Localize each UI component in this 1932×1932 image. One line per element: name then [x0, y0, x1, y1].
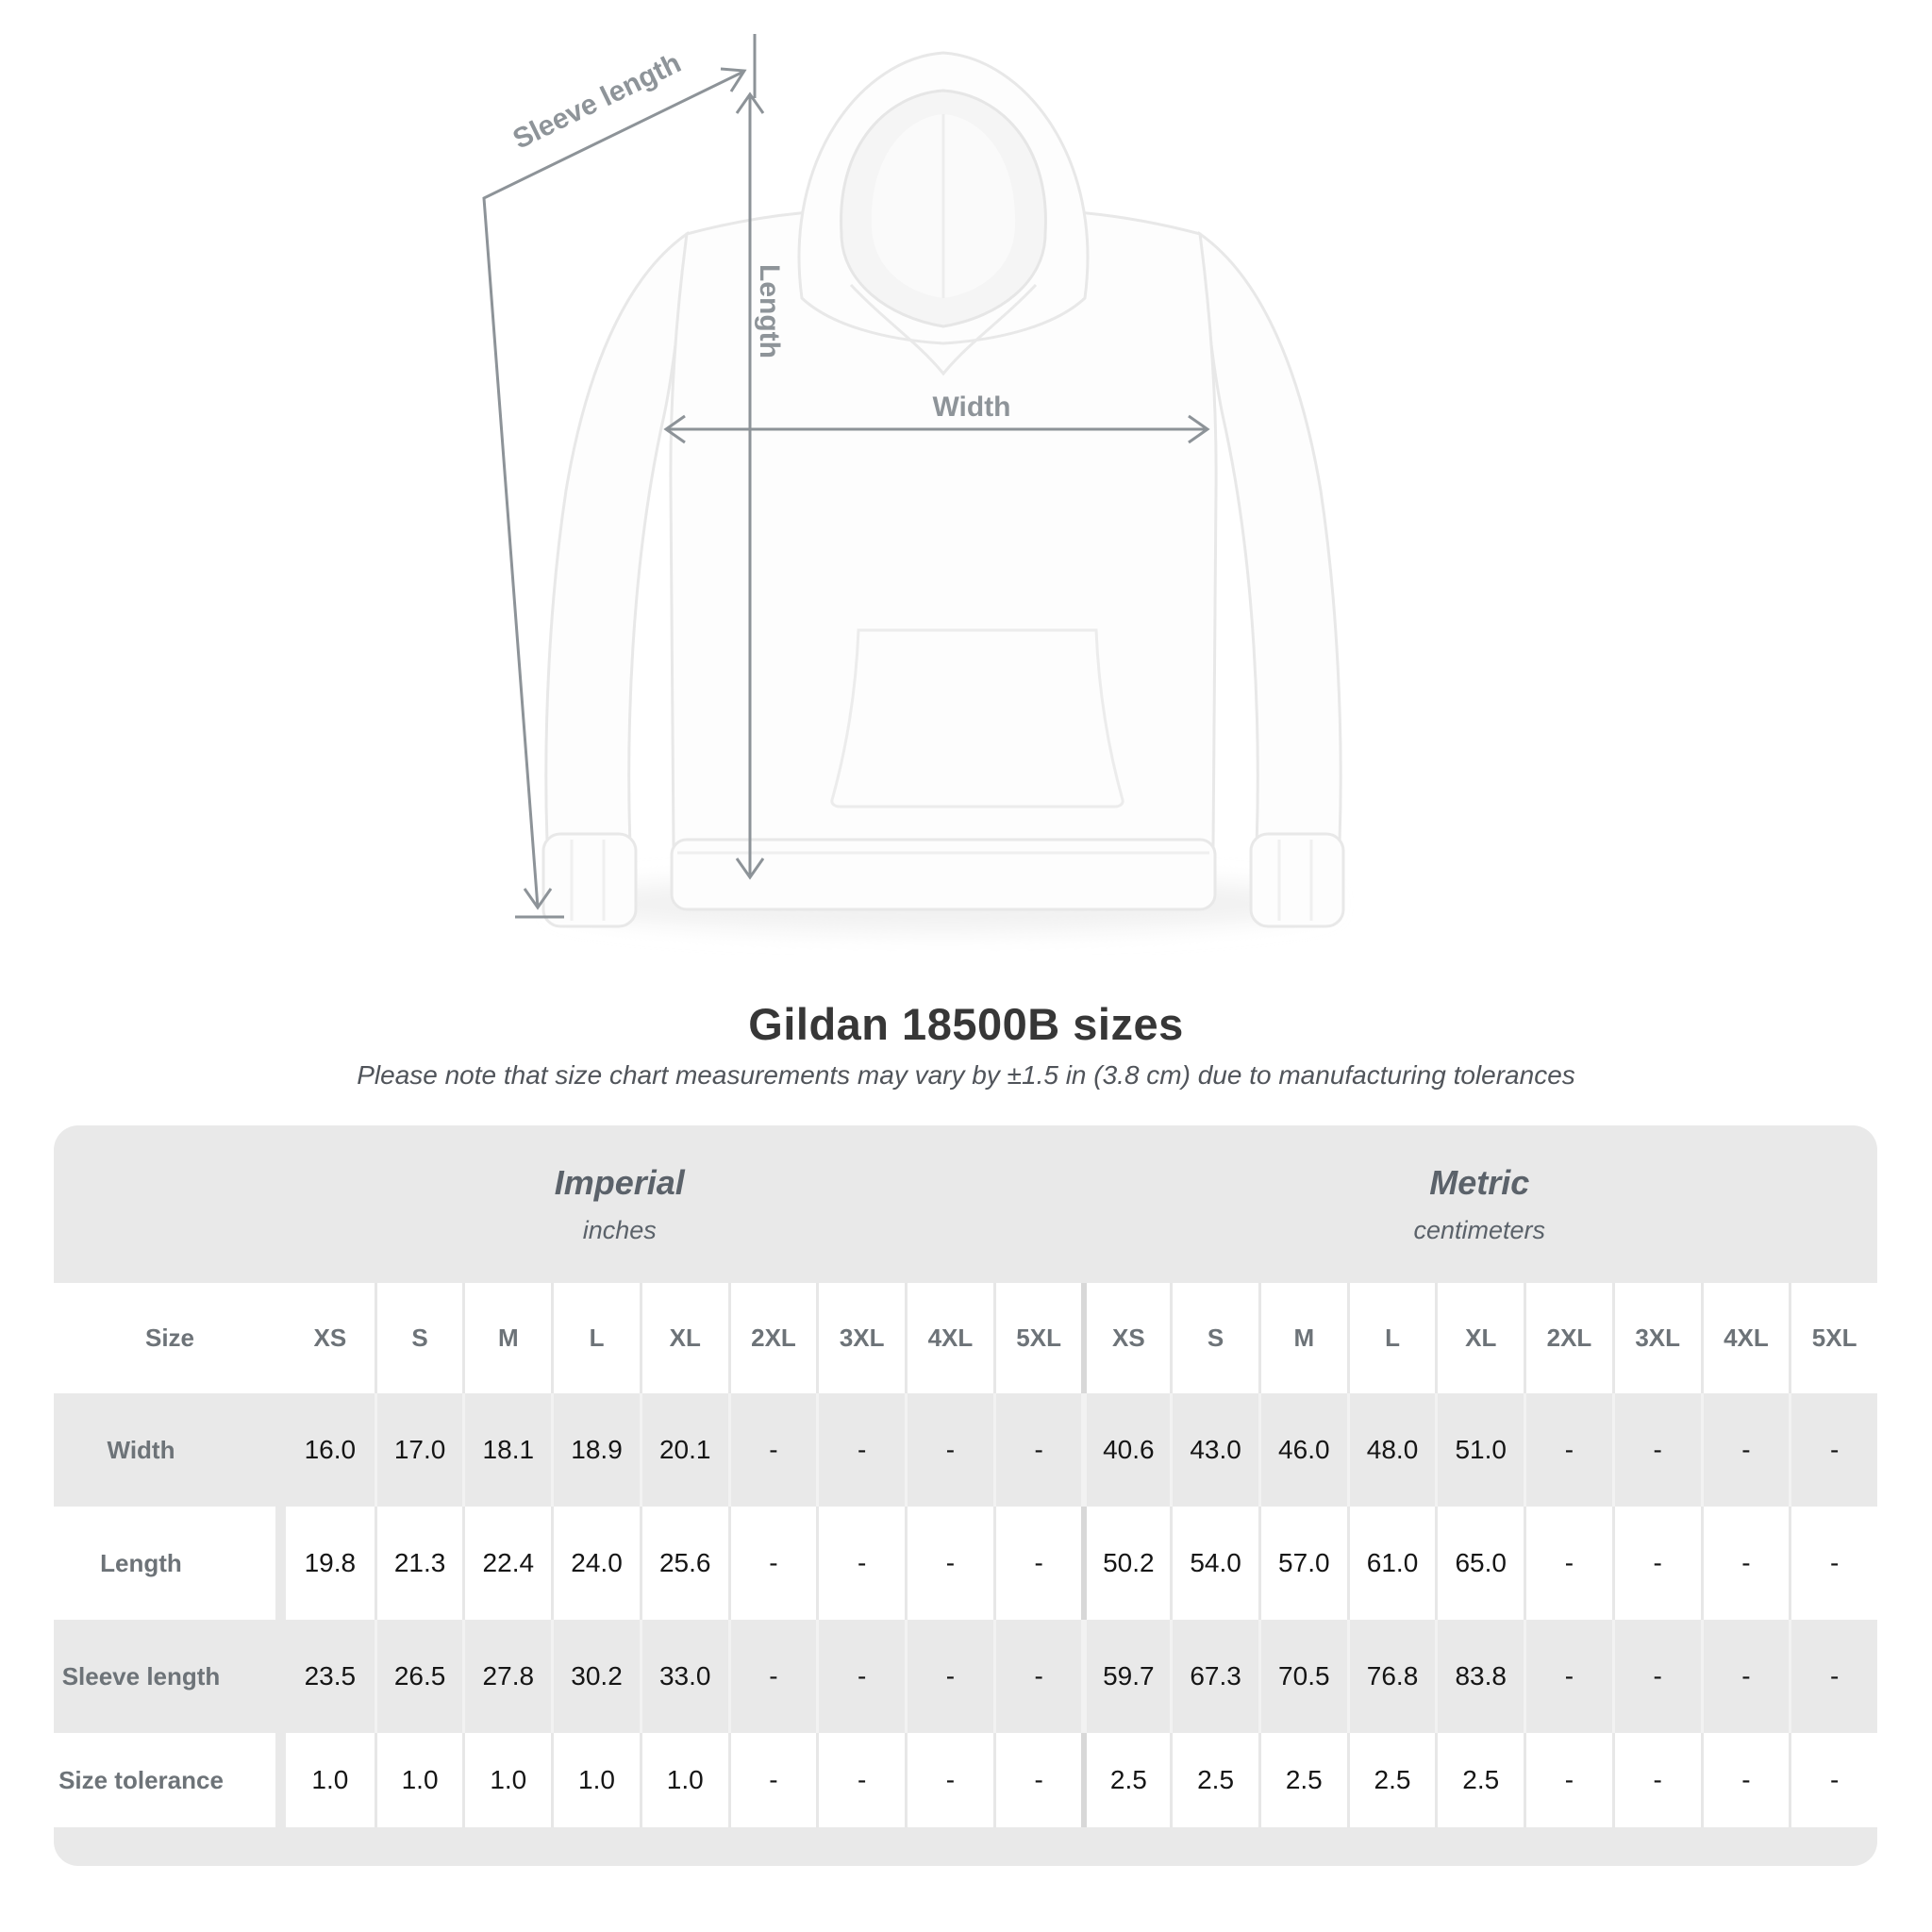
- table-cell: 1.0: [640, 1733, 728, 1827]
- table-cell: 22.4: [462, 1507, 551, 1620]
- table-cell: 57.0: [1258, 1507, 1347, 1620]
- table-cell: 46.0: [1258, 1393, 1347, 1507]
- metric-label: Metric: [1429, 1163, 1530, 1202]
- table-rows: [54, 1283, 1877, 1827]
- imperial-group-header: [54, 1125, 1082, 1283]
- row-label: Size tolerance: [54, 1733, 286, 1827]
- size-col-header: L: [1347, 1283, 1436, 1393]
- table-cell: 20.1: [640, 1393, 728, 1507]
- table-cell: 19.8: [304, 1548, 357, 1577]
- size-col-header: 3XL: [816, 1283, 905, 1393]
- table-cell: -: [1612, 1733, 1701, 1827]
- table-cell: -: [816, 1393, 905, 1507]
- table-cell: 27.8: [462, 1620, 551, 1733]
- metric-group-header: [1082, 1125, 1878, 1283]
- size-col-header: XL: [640, 1283, 728, 1393]
- size-col-header: 4XL: [905, 1283, 993, 1393]
- table-cell: 23.5: [304, 1661, 357, 1690]
- table-cell: -: [1524, 1393, 1612, 1507]
- table-cell: -: [905, 1620, 993, 1733]
- table-cell: 51.0: [1435, 1393, 1524, 1507]
- table-row: [54, 1507, 1877, 1620]
- size-col-header: 2XL: [1524, 1283, 1612, 1393]
- table-cell: 2.5: [1435, 1733, 1524, 1827]
- table-cell: 26.5: [375, 1620, 463, 1733]
- sleeve-length-label: Sleeve length: [508, 47, 686, 156]
- size-col-header: S: [375, 1283, 463, 1393]
- imperial-unit-label: inches: [582, 1216, 657, 1244]
- table-cell: -: [993, 1620, 1082, 1733]
- table-cell: 25.6: [640, 1507, 728, 1620]
- right-cuff: [1251, 834, 1343, 926]
- table-cell: 2.5: [1347, 1733, 1436, 1827]
- table-cell: 54.0: [1170, 1507, 1258, 1620]
- table-cell: -: [728, 1620, 817, 1733]
- table-cell: 2.5: [1081, 1733, 1170, 1827]
- size-col-header: 5XL: [1789, 1283, 1877, 1393]
- table-cell: -: [993, 1507, 1082, 1620]
- table-cell: -: [1789, 1393, 1877, 1507]
- table-row: [54, 1283, 1877, 1393]
- table-cell: -: [1612, 1507, 1701, 1620]
- table-cell: -: [993, 1393, 1082, 1507]
- table-cell: -: [1524, 1620, 1612, 1733]
- size-col-header: XL: [1435, 1283, 1524, 1393]
- tolerance-note: Please note that size chart measurements may vary by ±1.5 in (3.8 cm) due to manufacturing tolerances: [357, 1060, 1575, 1090]
- table-footer-strip: [54, 1827, 1877, 1866]
- size-col-header: 2XL: [728, 1283, 817, 1393]
- table-cell: 1.0: [551, 1733, 640, 1827]
- table-cell: 40.6: [1081, 1393, 1170, 1507]
- hoodie-illustration: [543, 53, 1343, 932]
- table-cell: 48.0: [1347, 1393, 1436, 1507]
- table-cell: -: [1701, 1507, 1790, 1620]
- table-cell: -: [1789, 1507, 1877, 1620]
- table-cell: 18.1: [462, 1393, 551, 1507]
- table-cell: -: [728, 1393, 817, 1507]
- table-cell: 67.3: [1170, 1620, 1258, 1733]
- table-cell: -: [1524, 1733, 1612, 1827]
- table-cell: -: [1612, 1620, 1701, 1733]
- table-cell: -: [1789, 1620, 1877, 1733]
- table-cell: 70.5: [1258, 1620, 1347, 1733]
- metric-unit-label: centimeters: [1413, 1216, 1546, 1244]
- table-cell: -: [1789, 1733, 1877, 1827]
- kangaroo-pocket: [832, 630, 1123, 807]
- table-cell: 1.0: [311, 1765, 349, 1794]
- table-cell: 18.9: [551, 1393, 640, 1507]
- table-cell: -: [816, 1733, 905, 1827]
- table-cell: -: [993, 1733, 1082, 1827]
- table-cell: -: [1701, 1733, 1790, 1827]
- size-col-header: 4XL: [1701, 1283, 1790, 1393]
- row-label: Width: [107, 1435, 175, 1464]
- table-cell: 24.0: [551, 1507, 640, 1620]
- table-cell: -: [728, 1733, 817, 1827]
- size-col-header: XS: [1081, 1283, 1170, 1393]
- table-cell: 59.7: [1081, 1620, 1170, 1733]
- size-col-header: 5XL: [993, 1283, 1082, 1393]
- table-cell: 2.5: [1170, 1733, 1258, 1827]
- table-row: [54, 1393, 1877, 1507]
- table-cell: -: [816, 1620, 905, 1733]
- table-cell: -: [905, 1393, 993, 1507]
- table-cell: 33.0: [640, 1620, 728, 1733]
- width-label: Width: [932, 391, 1011, 423]
- table-cell: -: [1524, 1507, 1612, 1620]
- table-cell: 76.8: [1347, 1620, 1436, 1733]
- unit-header-band: [54, 1125, 1877, 1283]
- size-col-header: M: [1258, 1283, 1347, 1393]
- right-sleeve: [1200, 234, 1341, 847]
- size-column-title: Size: [144, 1324, 195, 1352]
- imperial-label: Imperial: [554, 1163, 685, 1202]
- table-cell: -: [1612, 1393, 1701, 1507]
- table-cell: 43.0: [1170, 1393, 1258, 1507]
- size-col-header: XS: [313, 1324, 347, 1352]
- table-cell: 61.0: [1347, 1507, 1436, 1620]
- size-col-header: S: [1170, 1283, 1258, 1393]
- table-cell: 65.0: [1435, 1507, 1524, 1620]
- size-col-header: L: [551, 1283, 640, 1393]
- table-cell: -: [728, 1507, 817, 1620]
- table-cell: 30.2: [551, 1620, 640, 1733]
- left-sleeve: [546, 234, 687, 847]
- table-cell: -: [816, 1507, 905, 1620]
- table-cell: -: [1701, 1393, 1790, 1507]
- table-cell: 17.0: [375, 1393, 463, 1507]
- table-row: [54, 1620, 1877, 1733]
- size-col-header: 3XL: [1612, 1283, 1701, 1393]
- table-cell: 16.0: [304, 1435, 357, 1464]
- left-cuff: [543, 834, 636, 926]
- size-chart-table: [54, 1125, 1877, 1866]
- table-cell: 1.0: [375, 1733, 463, 1827]
- table-row: [54, 1733, 1877, 1827]
- table-cell: -: [905, 1733, 993, 1827]
- table-cell: -: [1701, 1620, 1790, 1733]
- table-cell: 83.8: [1435, 1620, 1524, 1733]
- table-cell: 2.5: [1258, 1733, 1347, 1827]
- table-cell: 1.0: [462, 1733, 551, 1827]
- table-cell: 21.3: [375, 1507, 463, 1620]
- length-label: Length: [754, 264, 785, 358]
- size-col-header: M: [462, 1283, 551, 1393]
- table-cell: -: [905, 1507, 993, 1620]
- page-title: Gildan 18500B sizes: [748, 999, 1184, 1049]
- row-label: Sleeve length: [61, 1661, 221, 1690]
- row-label: Length: [54, 1507, 286, 1620]
- table-cell: 50.2: [1081, 1507, 1170, 1620]
